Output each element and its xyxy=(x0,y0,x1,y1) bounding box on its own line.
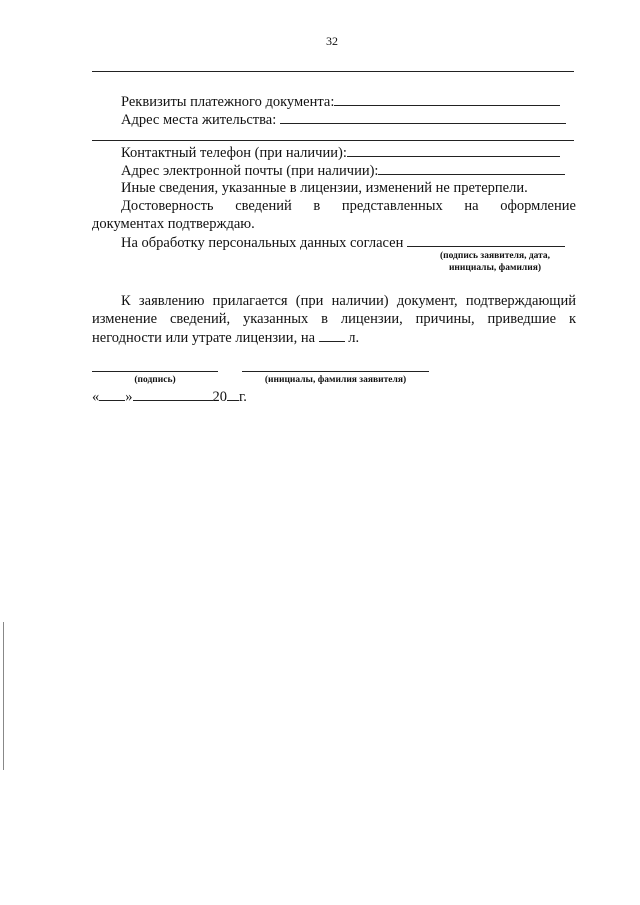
date-row xyxy=(92,387,247,406)
phone-row xyxy=(121,143,560,162)
consent-caption-2: инициалы, фамилия) xyxy=(448,263,542,273)
date-month-field[interactable] xyxy=(133,387,213,401)
reliability-word: Достоверность xyxy=(121,198,214,214)
email-row xyxy=(121,161,565,180)
top-divider xyxy=(92,71,574,72)
name-line[interactable] xyxy=(242,371,429,372)
payment-details-label: Реквизиты платежного документа: xyxy=(121,94,335,110)
signature-caption: (подпись) xyxy=(134,375,176,385)
signature-line[interactable] xyxy=(92,371,218,372)
date-year-prefix: 20 xyxy=(212,389,227,405)
attachment-line-2: изменение сведений, указанных в лицензии, причины, приведшие к xyxy=(92,311,576,327)
date-day-field[interactable] xyxy=(99,387,125,401)
date-close-quote: » xyxy=(125,389,133,405)
sheet-count-field[interactable] xyxy=(319,328,345,342)
reliability-line-1 xyxy=(121,197,576,215)
phone-field[interactable] xyxy=(347,143,560,157)
email-label: Адрес электронной почты (при наличии): xyxy=(121,163,379,179)
attachment-line-1: К заявлению прилагается (при наличии) документ, подтверждающий xyxy=(121,293,576,309)
reliability-word: на xyxy=(464,198,479,214)
date-year-suffix: г. xyxy=(239,389,247,405)
sheets-unit: л. xyxy=(348,330,360,346)
date-year-field[interactable] xyxy=(227,387,239,401)
email-field[interactable] xyxy=(378,161,565,175)
other-info-text: Иные сведения, указанные в лицензии, изменений не претерпели. xyxy=(121,180,528,196)
payment-details-field[interactable] xyxy=(334,92,560,106)
consent-caption-1: (подпись заявителя, дата, xyxy=(439,251,551,261)
address-field[interactable] xyxy=(280,110,566,124)
address-label: Адрес места жительства: xyxy=(121,112,277,128)
reliability-word: оформление xyxy=(500,198,576,214)
reliability-word: сведений xyxy=(235,198,292,214)
phone-label: Контактный телефон (при наличии): xyxy=(121,145,347,161)
address-row xyxy=(121,110,566,129)
reliability-line-2: документах подтверждаю. xyxy=(92,216,255,232)
address-continuation-line[interactable] xyxy=(92,140,574,141)
name-caption: (инициалы, фамилия заявителя) xyxy=(264,375,407,385)
attachment-line-3-text: негодности или утрате лицензии, на xyxy=(92,330,316,346)
consent-signature-field[interactable] xyxy=(407,233,565,247)
consent-label: На обработку персональных данных согласен xyxy=(121,235,404,251)
payment-details-row xyxy=(121,92,560,111)
reliability-word: представленных xyxy=(341,198,443,214)
scan-edge-mark xyxy=(3,622,4,770)
attachment-line-3 xyxy=(92,328,359,347)
page-number: 32 xyxy=(326,34,338,48)
date-open-quote: « xyxy=(92,389,100,405)
reliability-word: в xyxy=(313,198,321,214)
